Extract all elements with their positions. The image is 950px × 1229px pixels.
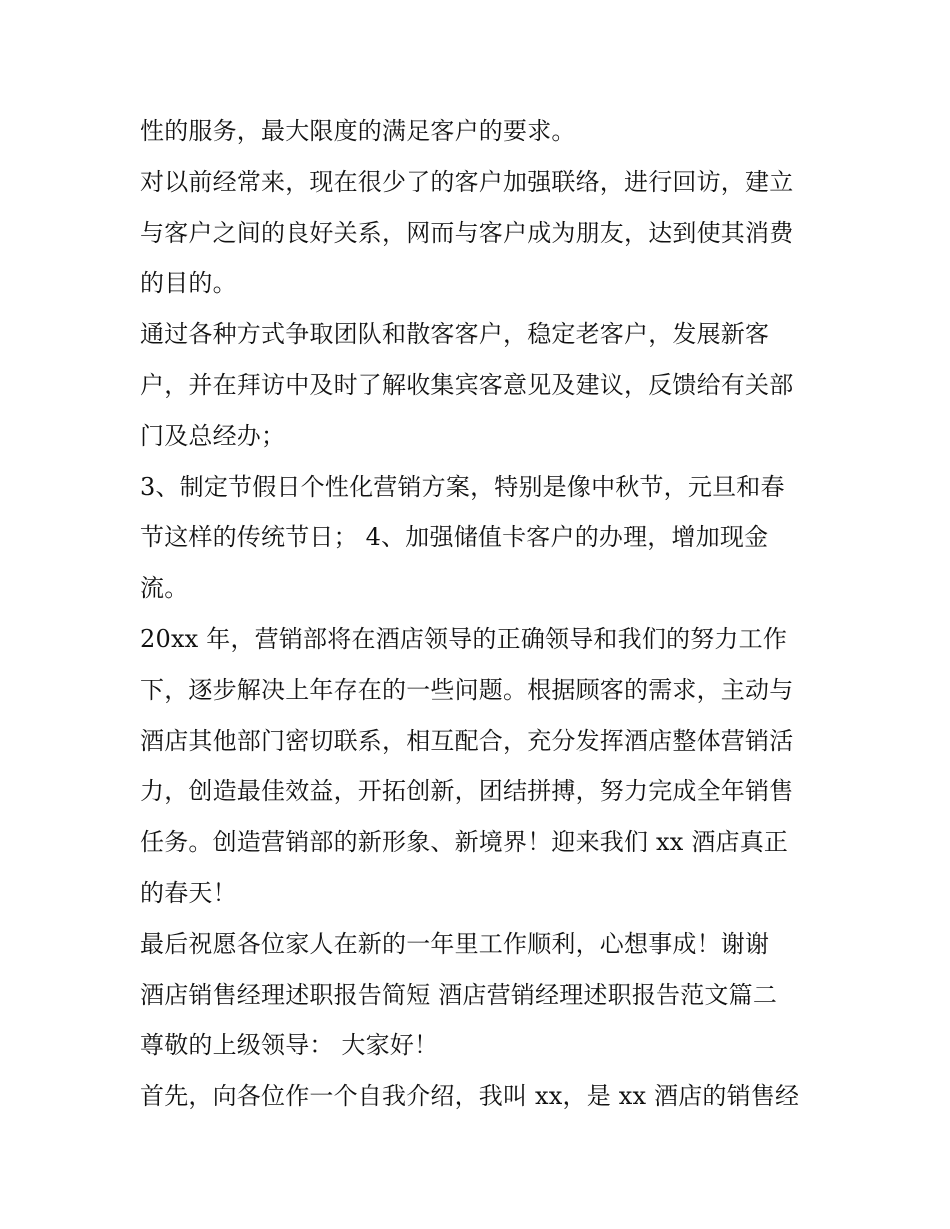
text-line: 任务。创造营销部的新形象、新境界！迎来我们 xx 酒店真正	[140, 828, 789, 857]
text-line: 酒店销售经理述职报告简短 酒店营销经理述职报告范文篇二	[140, 980, 778, 1009]
document-body	[140, 106, 820, 1122]
text-line: 3、制定节假日个性化营销方案，特别是像中秋节，元旦和春	[140, 472, 785, 501]
text-line: 通过各种方式争取团队和散客客户，稳定老客户，发展新客	[140, 320, 770, 349]
text-line: 力，创造最佳效益，开拓创新，团结拼搏，努力完成全年销售	[140, 777, 794, 806]
text-line: 最后祝愿各位家人在新的一年里工作顺利，心想事成！谢谢	[140, 929, 770, 958]
text-line: 门及总经办；	[140, 421, 286, 450]
text-line: 20xx 年，营销部将在酒店领导的正确领导和我们的努力工作	[140, 624, 788, 653]
text-line: 户，并在拜访中及时了解收集宾客意见及建议，反馈给有关部	[140, 370, 794, 399]
text-line: 的目的。	[140, 269, 237, 298]
text-line: 尊敬的上级领导： 大家好！	[140, 1031, 439, 1060]
text-line: 酒店其他部门密切联系，相互配合，充分发挥酒店整体营销活	[140, 726, 794, 755]
text-line: 性的服务，最大限度的满足客户的要求。	[140, 117, 576, 145]
text-line: 的春天！	[140, 878, 237, 907]
text-line: 下，逐步解决上年存在的一些问题。根据顾客的需求，主动与	[140, 675, 794, 704]
text-line: 流。	[140, 574, 189, 603]
text-line: 首先，向各位作一个自我介绍，我叫 xx，是 xx 酒店的销售经	[140, 1082, 800, 1111]
text-line: 对以前经常来，现在很少了的客户加强联络，进行回访，建立	[140, 167, 794, 196]
text-line: 节这样的传统节日； 4、加强储值卡客户的办理，增加现金	[140, 523, 769, 552]
text-line: 与客户之间的良好关系，网而与客户成为朋友，达到使其消费	[140, 218, 794, 247]
